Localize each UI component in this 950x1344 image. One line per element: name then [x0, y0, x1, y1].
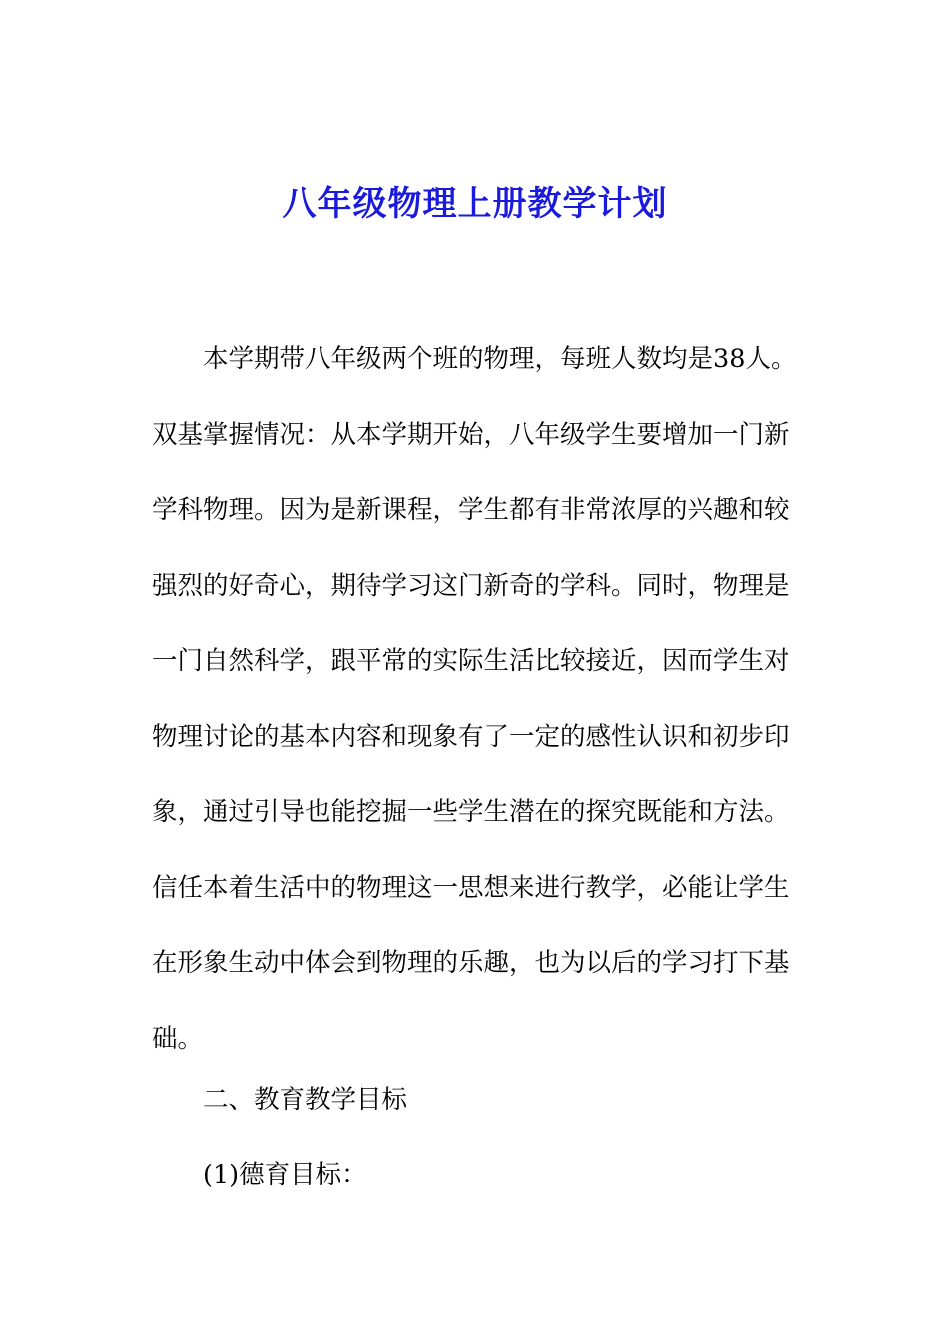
paragraph-line: 础。 [152, 1023, 204, 1054]
paragraph-line: 一门自然科学，跟平常的实际生活比较接近，因而学生对 [152, 646, 790, 676]
paragraph-line: 在形象生动中体会到物理的乐趣，也为以后的学习打下基 [152, 948, 790, 978]
paragraph-line: 物理讨论的基本内容和现象有了一定的感性认识和初步印 [152, 721, 790, 752]
paragraph-line: 双基掌握情况：从本学期开始，八年级学生要增加一门新 [152, 419, 790, 450]
paragraph-line: 强烈的好奇心，期待学习这门新奇的学科。同时，物理是 [152, 570, 790, 601]
paragraph-line: 本学期带八年级两个班的物理，每班人数均是38人。 [203, 344, 797, 374]
paragraph-line: 学科物理。因为是新课程，学生都有非常浓厚的兴趣和较 [152, 495, 790, 525]
document-title: 八年级物理上册教学计划 [282, 184, 668, 224]
paragraph-line: 象，通过引导也能挖掘一些学生潜在的探究既能和方法。 [152, 797, 790, 827]
section-heading: 二、教育教学目标 [203, 1085, 408, 1115]
intro-paragraph [152, 322, 812, 1077]
subsection-heading: (1)德育目标： [203, 1160, 367, 1190]
paragraph-line: 信任本着生活中的物理这一思想来进行教学，必能让学生 [152, 872, 790, 903]
